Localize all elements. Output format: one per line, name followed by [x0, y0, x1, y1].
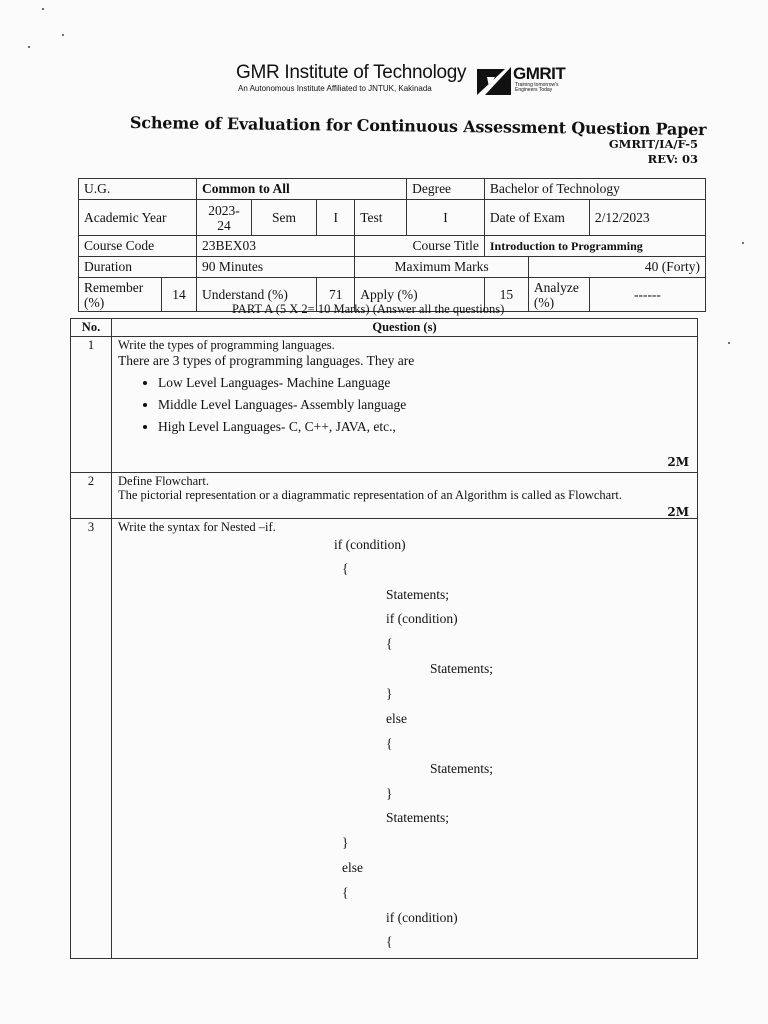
- max-marks-value: 40 (Forty): [528, 257, 705, 278]
- ug-value: Common to All: [197, 179, 407, 200]
- course-code-label: Course Code: [79, 236, 197, 257]
- code-line: Statements;: [386, 587, 449, 602]
- code-line: }: [386, 786, 393, 801]
- institute-tagline: An Autonomous Institute Affiliated to JNTUK, Kakinada: [238, 84, 432, 93]
- degree-label: Degree: [407, 179, 485, 200]
- questions-table: [70, 318, 698, 959]
- test-value: I: [407, 200, 485, 236]
- course-info-table: [78, 178, 706, 312]
- code-line: }: [342, 835, 349, 850]
- q2-cell: [112, 473, 698, 519]
- col-question-header: Question (s): [112, 319, 698, 337]
- code-line: }: [386, 686, 393, 701]
- logo-mark-icon: [475, 63, 513, 97]
- code-line: {: [386, 934, 393, 949]
- list-item: • High Level Languages- C, C++, JAVA, etc.,: [158, 419, 691, 435]
- code-line: Statements;: [430, 761, 493, 776]
- col-no-header: No.: [71, 319, 112, 337]
- list-item: • Low Level Languages- Machine Language: [158, 375, 691, 391]
- understand-value: 71: [317, 278, 355, 312]
- logo-subtext: Training tomorrow's Engineers Today: [515, 82, 559, 93]
- code-line: if (condition): [386, 611, 458, 626]
- analyze-label: Analyze (%): [528, 278, 589, 312]
- date-of-exam-value: 2/12/2023: [589, 200, 705, 236]
- date-of-exam-label: Date of Exam: [484, 200, 589, 236]
- duration-label: Duration: [79, 257, 197, 278]
- q1-number: 1: [71, 337, 112, 473]
- scan-speck: [742, 242, 744, 244]
- test-label: Test: [355, 200, 407, 236]
- duration-value: 90 Minutes: [197, 257, 355, 278]
- q3-cell: [112, 519, 698, 959]
- code-line: {: [342, 561, 349, 576]
- analyze-value: ------: [589, 278, 705, 312]
- course-title-value: Introduction to Programming: [484, 236, 705, 257]
- q1-answer: There are 3 types of programming languages. They are: [118, 353, 415, 368]
- apply-label: Apply (%): [355, 278, 485, 312]
- q3-question: Write the syntax for Nested –if.: [118, 520, 276, 534]
- form-code: GMRIT/IA/F-5: [608, 137, 698, 151]
- q1-marks: 2M: [667, 455, 689, 469]
- q3-number: 3: [71, 519, 112, 959]
- sem-value: I: [317, 200, 355, 236]
- apply-value: 15: [484, 278, 528, 312]
- scan-speck: [728, 342, 730, 344]
- code-line: Statements;: [430, 661, 493, 676]
- q2-number: 2: [71, 473, 112, 519]
- scan-speck: [62, 34, 64, 36]
- academic-year-value: 2023-24: [197, 200, 252, 236]
- list-item: • Middle Level Languages- Assembly language: [158, 397, 691, 413]
- institute-logo: [475, 63, 579, 97]
- q2-answer: The pictorial representation or a diagrammatic representation of an Algorithm is called as Flowchart.: [118, 488, 622, 502]
- document-title: Scheme of Evaluation for Continuous Assessment Question Paper: [129, 113, 707, 140]
- logo-text: GMRIT: [513, 64, 566, 83]
- q2-marks: 2M: [667, 505, 689, 519]
- q1-question: Write the types of programming languages.: [118, 338, 335, 352]
- remember-value: 14: [162, 278, 197, 312]
- academic-year-label: Academic Year: [79, 200, 197, 236]
- q2-question: Define Flowchart.: [118, 474, 209, 488]
- code-line: Statements;: [386, 810, 449, 825]
- scan-speck: [28, 46, 30, 48]
- course-code-value: 23BEX03: [197, 236, 355, 257]
- q1-bullet-list: [118, 375, 691, 435]
- code-line: {: [342, 885, 349, 900]
- code-line: if (condition): [334, 537, 406, 552]
- institute-name: GMR Institute of Technology: [236, 62, 467, 83]
- max-marks-label: Maximum Marks: [355, 257, 529, 278]
- q1-cell: [112, 337, 698, 473]
- course-title-label: Course Title: [355, 236, 485, 257]
- ug-label: U.G.: [79, 179, 197, 200]
- sem-label: Sem: [252, 200, 317, 236]
- revision: REV: 03: [647, 152, 698, 166]
- remember-label: Remember (%): [79, 278, 162, 312]
- scan-speck: [42, 8, 44, 10]
- code-line: {: [386, 636, 393, 651]
- degree-value: Bachelor of Technology: [484, 179, 705, 200]
- code-line: else: [342, 860, 363, 875]
- part-a-heading: PART A (5 X 2= 10 Marks) (Answer all the questions): [232, 302, 505, 316]
- code-line: else: [386, 711, 407, 726]
- code-line: {: [386, 736, 393, 751]
- code-line: if (condition): [386, 910, 458, 925]
- understand-label: Understand (%): [197, 278, 317, 312]
